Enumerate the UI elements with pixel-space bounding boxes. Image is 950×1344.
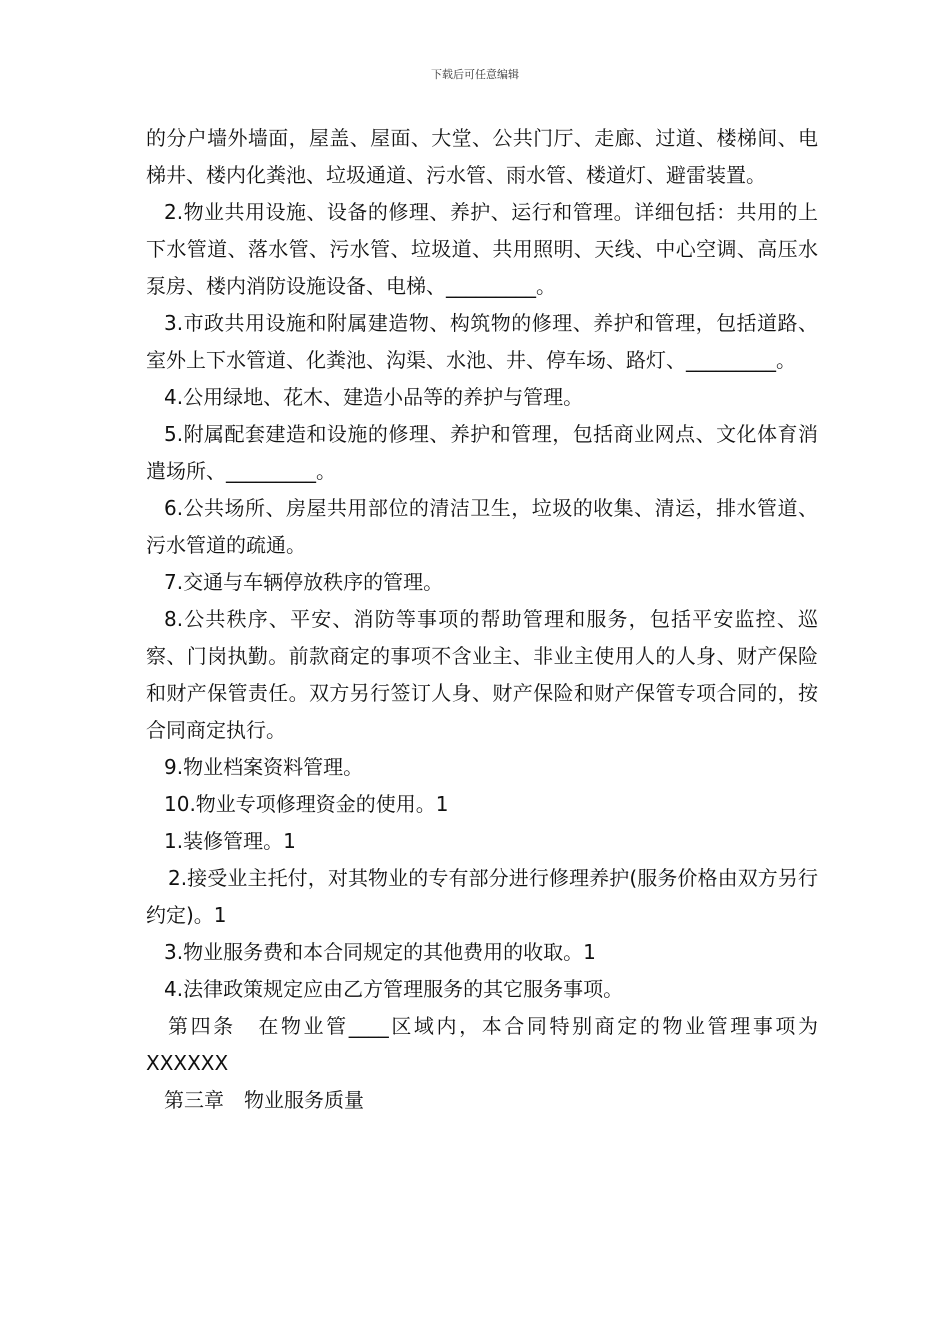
- document-body: [146, 120, 818, 1119]
- paragraph-12: 2.接受业主托付，对其物业的专有部分进行修理养护(服务价格由双方另行约定)。1: [146, 866, 818, 927]
- article-4: 第四条 在物业管____区域内，本合同特别商定的物业管理事项为XXXXXX: [146, 1014, 818, 1075]
- paragraph-8: 8.公共秩序、平安、消防等事项的帮助管理和服务，包括平安监控、巡察、门岗执勤。前款商定的事项不含业主、非业主使用人的人身、财产保险和财产保管责任。双方另行签订人身、财产保险和财产保管专项合同的，按合同商定执行。: [146, 607, 818, 742]
- paragraph-5: 5.附属配套建造和设施的修理、养护和管理，包括商业网点、文化体育消遣场所、_________。: [146, 422, 818, 483]
- paragraph-9: 9.物业档案资料管理。: [164, 755, 364, 779]
- paragraph-7: 7.交通与车辆停放秩序的管理。: [164, 570, 444, 594]
- paragraph-4: 4.公用绿地、花木、建造小品等的养护与管理。: [164, 385, 584, 409]
- page-header: 下载后可任意编辑: [431, 68, 519, 81]
- paragraph-3: 3.市政共用设施和附属建造物、构筑物的修理、养护和管理，包括道路、室外上下水管道、化粪池、沟渠、水池、井、停车场、路灯、_________。: [146, 311, 818, 372]
- paragraph-14: 4.法律政策规定应由乙方管理服务的其它服务事项。: [164, 977, 624, 1001]
- paragraph-6: 6.公共场所、房屋共用部位的清洁卫生，垃圾的收集、清运，排水管道、污水管道的疏通。: [146, 496, 818, 557]
- paragraph-13: 3.物业服务费和本合同规定的其他费用的收取。1: [164, 940, 596, 964]
- paragraph-1: 的分户墙外墙面，屋盖、屋面、大堂、公共门厅、走廊、过道、楼梯间、电梯井、楼内化粪池、垃圾通道、污水管、雨水管、楼道灯、避雷装置。: [146, 126, 818, 187]
- chapter-3-heading: 第三章 物业服务质量: [164, 1088, 364, 1112]
- paragraph-2: 2.物业共用设施、设备的修理、养护、运行和管理。详细包括：共用的上下水管道、落水管、污水管、垃圾道、共用照明、天线、中心空调、高压水泵房、楼内消防设施设备、电梯、_________。: [146, 200, 818, 298]
- paragraph-10: 10.物业专项修理资金的使用。1: [164, 792, 449, 816]
- paragraph-11: 1.装修管理。1: [164, 829, 296, 853]
